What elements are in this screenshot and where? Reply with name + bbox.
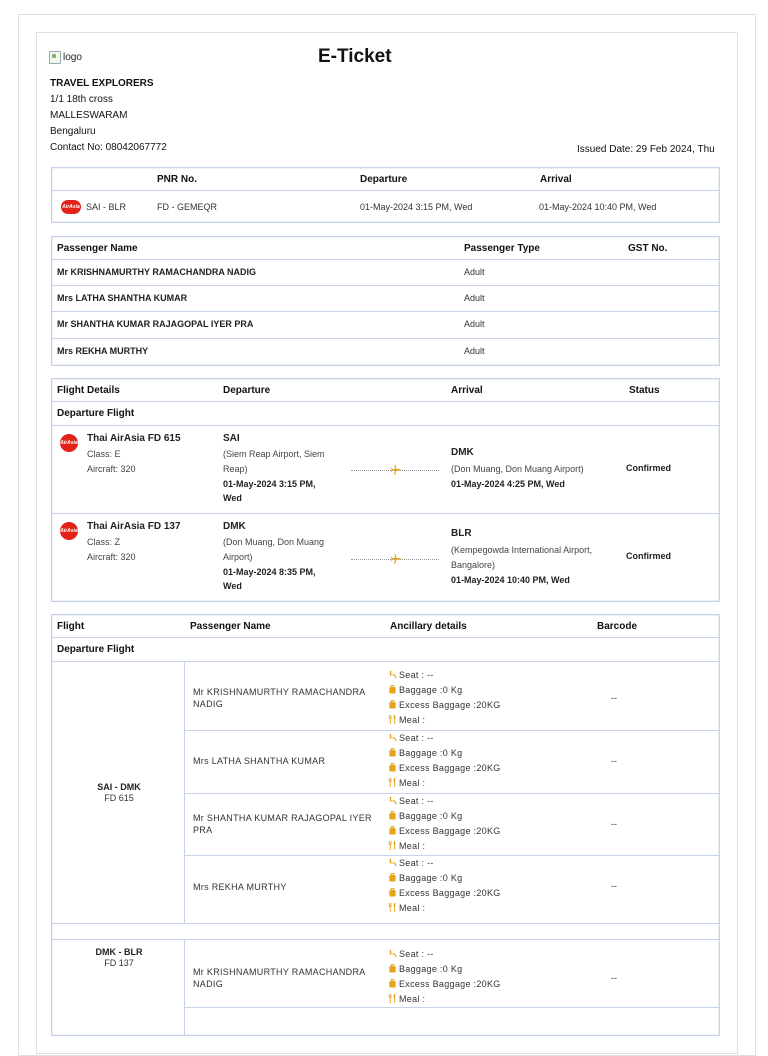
agency-address-line-1: 1/1 18th cross	[50, 94, 113, 105]
agency-name: TRAVEL EXPLORERS	[50, 78, 154, 89]
ancillary-details: Seat : -- Baggage :0 Kg Excess Baggage :20KG Meal :	[388, 668, 501, 728]
anc-passenger-name-cont: PRA	[193, 825, 213, 835]
airasia-logo-icon: AirAsia	[61, 200, 81, 214]
anc-route: SAI - DMK	[97, 782, 141, 792]
passenger-row-name: Mr SHANTHA KUMAR RAJAGOPAL IYER PRA	[57, 319, 254, 329]
passenger-row-name: Mr KRISHNAMURTHY RAMACHANDRA NADIG	[57, 267, 256, 277]
baggage-icon	[388, 964, 397, 973]
ancillary-details: Seat : -- Baggage :0 Kg Excess Baggage :20KG Meal :	[388, 794, 501, 854]
anc-passenger-name: Mr KRISHNAMURTHY RAMACHANDRA	[193, 687, 366, 697]
arrival-airport: (Kempegowda International Airport,	[451, 545, 593, 555]
anc-departure-section: Departure Flight	[57, 644, 135, 655]
passenger-row-type: Adult	[464, 267, 485, 277]
baggage-icon	[388, 811, 397, 820]
excess-baggage-icon	[388, 763, 397, 772]
departure-code: SAI	[223, 433, 240, 444]
pnr-table	[51, 167, 720, 223]
flight-status: Confirmed	[626, 463, 671, 473]
seat-icon	[388, 796, 397, 805]
ancillary-table	[51, 614, 720, 1036]
flight-details-table	[51, 378, 720, 602]
broken-image-icon	[49, 51, 61, 64]
flight-arrival-header: Arrival	[451, 385, 483, 396]
departure-header: Departure	[360, 174, 408, 185]
flight-aircraft: Aircraft: 320	[87, 552, 136, 562]
passenger-type-header: Passenger Type	[464, 243, 540, 254]
ancillary-details: Seat : -- Baggage :0 Kg Excess Baggage :20KG Meal :	[388, 731, 501, 791]
meal-icon	[388, 715, 397, 724]
ancillary-details: Seat : -- Baggage :0 Kg Excess Baggage :20KG Meal :	[388, 947, 501, 1007]
ancillary-details: Seat : -- Baggage :0 Kg Excess Baggage :20KG Meal :	[388, 856, 501, 916]
airasia-logo-icon: AirAsia	[60, 434, 78, 452]
agency-contact: Contact No: 08042067772	[50, 142, 167, 153]
anc-passenger-name-cont: NADIG	[193, 699, 224, 709]
seat-icon	[388, 949, 397, 958]
departure-airport: (Siem Reap Airport, Siem	[223, 449, 325, 459]
pnr-header: PNR No.	[157, 174, 197, 185]
airasia-logo-icon: AirAsia	[60, 522, 78, 540]
issued-date: Issued Date: 29 Feb 2024, Thu	[577, 144, 715, 155]
flight-class: Class: E	[87, 449, 121, 459]
anc-passenger-name: Mrs REKHA MURTHY	[193, 882, 287, 892]
passenger-name-header: Passenger Name	[57, 243, 138, 254]
anc-route: DMK - BLR	[95, 947, 143, 957]
anc-barcode: --	[611, 881, 617, 891]
arrival-header: Arrival	[540, 174, 572, 185]
meal-icon	[388, 778, 397, 787]
flight-status-header: Status	[629, 385, 660, 396]
flight-departure-header: Departure	[223, 385, 271, 396]
baggage-icon	[388, 748, 397, 757]
arrival-code: BLR	[451, 528, 472, 539]
arrival-time: 01-May-2024 10:40 PM, Wed	[451, 575, 570, 585]
page-title: E-Ticket	[318, 46, 392, 67]
anc-flight-number: FD 615	[104, 793, 134, 803]
flight-class: Class: Z	[87, 537, 121, 547]
logo-alt-text: logo	[63, 52, 82, 63]
anc-barcode: --	[611, 693, 617, 703]
anc-passenger-header: Passenger Name	[190, 621, 271, 632]
excess-baggage-icon	[388, 826, 397, 835]
agency-address-line-2: MALLESWARAM	[50, 110, 128, 121]
meal-icon	[388, 841, 397, 850]
departure-airport: (Don Muang, Don Muang	[223, 537, 325, 547]
flight-aircraft: Aircraft: 320	[87, 464, 136, 474]
excess-baggage-icon	[388, 700, 397, 709]
departure-time: 01-May-2024 3:15 PM,	[223, 479, 316, 489]
baggage-icon	[388, 873, 397, 882]
arrival-time: 01-May-2024 4:25 PM, Wed	[451, 479, 565, 489]
departure-flight-section: Departure Flight	[57, 408, 135, 419]
anc-details-header: Ancillary details	[390, 621, 467, 632]
flight-airline: Thai AirAsia FD 137	[87, 521, 181, 532]
anc-passenger-name: Mrs LATHA SHANTHA KUMAR	[193, 756, 326, 766]
arrival-airport-cont: Bangalore)	[451, 560, 496, 570]
anc-flight-header: Flight	[57, 621, 85, 632]
seat-icon	[388, 733, 397, 742]
departure-day: Wed	[223, 493, 242, 503]
seat-icon	[388, 670, 397, 679]
pnr-departure: 01-May-2024 3:15 PM, Wed	[360, 202, 473, 212]
agency-city: Bengaluru	[50, 126, 96, 137]
plane-icon	[390, 553, 402, 565]
pnr-route: SAI - BLR	[86, 202, 127, 212]
passenger-row-type: Adult	[464, 346, 485, 356]
departure-time: 01-May-2024 8:35 PM,	[223, 567, 316, 577]
anc-barcode-header: Barcode	[597, 621, 638, 632]
departure-day: Wed	[223, 581, 242, 591]
passenger-table	[51, 236, 720, 366]
meal-icon	[388, 994, 397, 1003]
departure-code: DMK	[223, 521, 246, 532]
anc-passenger-name-cont: NADIG	[193, 979, 224, 989]
departure-airport-cont: Reap)	[223, 464, 248, 474]
arrival-airport: (Don Muang, Don Muang Airport)	[451, 464, 584, 474]
anc-barcode: --	[611, 819, 617, 829]
gst-header: GST No.	[628, 243, 668, 254]
seat-icon	[388, 858, 397, 867]
pnr-arrival: 01-May-2024 10:40 PM, Wed	[539, 202, 657, 212]
agency-logo	[49, 51, 82, 64]
anc-barcode: --	[611, 756, 617, 766]
passenger-row-name: Mrs LATHA SHANTHA KUMAR	[57, 293, 188, 303]
anc-flight-number: FD 137	[104, 958, 134, 968]
anc-passenger-name: Mr KRISHNAMURTHY RAMACHANDRA	[193, 967, 366, 977]
departure-airport-cont: Airport)	[223, 552, 253, 562]
meal-icon	[388, 903, 397, 912]
excess-baggage-icon	[388, 888, 397, 897]
arrival-code: DMK	[451, 447, 474, 458]
flight-details-header: Flight Details	[57, 385, 120, 396]
flight-status: Confirmed	[626, 551, 671, 561]
passenger-row-type: Adult	[464, 319, 485, 329]
passenger-row-name: Mrs REKHA MURTHY	[57, 346, 149, 356]
excess-baggage-icon	[388, 979, 397, 988]
passenger-row-type: Adult	[464, 293, 485, 303]
pnr-value: FD - GEMEQR	[157, 202, 217, 212]
plane-icon	[390, 464, 402, 476]
anc-passenger-name: Mr SHANTHA KUMAR RAJAGOPAL IYER	[193, 813, 372, 823]
baggage-icon	[388, 685, 397, 694]
flight-airline: Thai AirAsia FD 615	[87, 433, 181, 444]
anc-barcode: --	[611, 973, 617, 983]
